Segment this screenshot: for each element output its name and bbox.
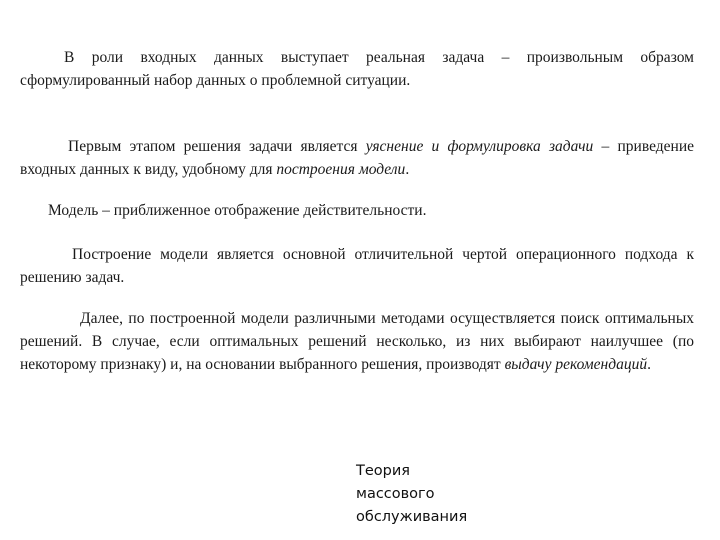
paragraph-model-definition xyxy=(48,199,694,222)
caption-queueing-theory xyxy=(356,460,467,529)
caption-line-2: массового xyxy=(356,486,435,502)
emphasis-task-formulation: уяснение и формулировка задачи xyxy=(365,138,594,155)
emphasis-model-building: построения модели xyxy=(276,161,406,178)
paragraph-input-data xyxy=(20,46,694,92)
paragraph-model-construction xyxy=(20,243,694,289)
paragraph-first-stage-text-1: Первым этапом решения задачи является xyxy=(68,138,366,155)
caption-line-1: Теория xyxy=(356,463,410,479)
emphasis-recommendations: выдачу рекомендаций xyxy=(504,356,648,373)
paragraph-first-stage-text-3: . xyxy=(405,161,410,178)
caption-line-3: обслуживания xyxy=(356,509,468,525)
paragraph-input-data-text: В роли входных данных выступает реальная задача – произвольным образом сформулированный набор данных о проблемной ситуации. xyxy=(20,49,694,89)
paragraph-first-stage xyxy=(20,135,694,181)
paragraph-first-stage-text-2: – приведение входных данных к виду, удобному для xyxy=(20,138,694,178)
paragraph-optimal-solutions-text-1: Далее, по построенной модели различными методами осуществляется поиск оптимальных решений. В случае, если оптимальных решений несколько, из них выбирают наилучшее (по некоторому признаку) и, на основании выбранного решения, производят xyxy=(20,310,694,373)
paragraph-model-construction-text: Построение модели является основной отличительной чертой операционного подхода к решению задач. xyxy=(20,246,694,286)
paragraph-optimal-solutions-text-2: . xyxy=(647,356,651,373)
paragraph-model-definition-text: Модель – приближенное отображение действительности. xyxy=(48,202,427,219)
paragraph-optimal-solutions xyxy=(20,307,694,376)
